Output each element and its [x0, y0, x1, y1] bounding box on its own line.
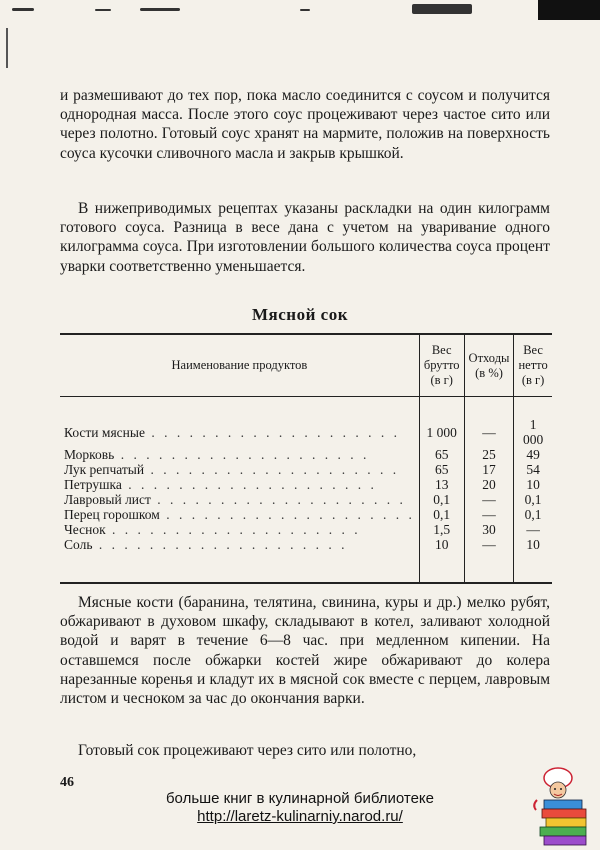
- ingredient-name-text: Лук репчатый: [64, 462, 145, 477]
- footer-library-text: больше книг в кулинарной библиотеке: [165, 790, 435, 807]
- paragraph-text: Готовый сок процеживают через сито или полотно,: [78, 742, 417, 759]
- table-row: [60, 477, 552, 492]
- chef-books-icon: [528, 760, 596, 846]
- ingredient-name-text: Лавровый лист: [64, 492, 151, 507]
- ingredient-name: [60, 522, 419, 537]
- header-weight-brutto: Вес брутто (в г): [419, 334, 464, 397]
- ingredient-name: [60, 447, 419, 462]
- page-number: 46: [60, 775, 74, 790]
- table-row: [60, 507, 552, 522]
- scan-artifact-mark: [6, 28, 8, 68]
- weight-netto: 10: [514, 537, 552, 558]
- table-row: [60, 462, 552, 477]
- leader-dots: . . . . . . . . . . . . . . . . . . . .: [150, 492, 406, 507]
- paragraph-text: Мясные кости (баранина, телятина, свинина, куры и др.) мелко рубят, обжаривают в духовом шкафу, складывают в котел, заливают холодной водой и варят в течение 6—8 час. при медленном кипении. На оставшемся после обжарки костей жире обжаривают до колера нарезанные коренья и кладут их в мясной сок вместе с перцем, лавровым листом и чесноком за час до окончания варки.: [60, 594, 550, 708]
- table-body: [60, 397, 552, 559]
- weight-brutto: 1,5: [419, 522, 464, 537]
- waste-percent: —: [464, 492, 514, 507]
- weight-netto: 0,1: [514, 492, 552, 507]
- table-row: [60, 417, 552, 447]
- waste-percent: —: [464, 507, 514, 522]
- ingredient-name: [60, 462, 419, 477]
- waste-percent: 25: [464, 447, 514, 462]
- table-footer-row: [60, 558, 552, 583]
- weight-brutto: 65: [419, 447, 464, 462]
- paragraph-method: [60, 593, 550, 708]
- weight-netto: 54: [514, 462, 552, 477]
- waste-percent: 17: [464, 462, 514, 477]
- leader-dots: . . . . . . . . . . . . . . . . . . . .: [144, 462, 400, 477]
- ingredient-name: [60, 417, 419, 447]
- table-row: [60, 492, 552, 507]
- paragraph-text: и размешивают до тех пор, пока масло соединится с соусом и получится однородная масса. После этого соус процеживают через частое сито или через полотно. Готовый соус хранят на мармите, положив на поверхность соуса кусочки сливочного масла и закрыв крышкой.: [60, 87, 550, 162]
- table-row: [60, 522, 552, 537]
- weight-netto: 10: [514, 477, 552, 492]
- leader-dots: . . . . . . . . . . . . . . . . . . . .: [159, 507, 415, 522]
- paragraph-continuation: [60, 86, 550, 163]
- weight-netto: —: [514, 522, 552, 537]
- ingredient-name-text: Соль: [64, 537, 93, 552]
- leader-dots: . . . . . . . . . . . . . . . . . . . .: [114, 447, 370, 462]
- leader-dots: . . . . . . . . . . . . . . . . . . . .: [144, 424, 400, 440]
- weight-brutto: 0,1: [419, 492, 464, 507]
- ingredient-name-text: Петрушка: [64, 477, 122, 492]
- weight-brutto: 13: [419, 477, 464, 492]
- table-spacer-row: [60, 397, 552, 418]
- ingredient-name-text: Перец горошком: [64, 507, 160, 522]
- ingredients-table: [60, 333, 552, 584]
- weight-brutto: 65: [419, 462, 464, 477]
- ingredient-name: [60, 507, 419, 522]
- scan-artifact-edge: [538, 0, 600, 20]
- ingredient-name: [60, 492, 419, 507]
- weight-netto: 49: [514, 447, 552, 462]
- footer-library-url[interactable]: http://laretz-kulinarniy.narod.ru/: [197, 808, 403, 825]
- table-row: [60, 537, 552, 558]
- ingredient-name-text: Чеснок: [64, 522, 106, 537]
- recipe-title: Мясной сок: [252, 305, 348, 324]
- header-product-name: Наименование продуктов: [171, 358, 308, 372]
- paragraph-final: [60, 741, 550, 760]
- ingredient-name-text: Кости мясные: [64, 424, 145, 440]
- ingredient-name: [60, 477, 419, 492]
- waste-percent: 20: [464, 477, 514, 492]
- leader-dots: . . . . . . . . . . . . . . . . . . . .: [92, 537, 348, 552]
- table-row: [60, 447, 552, 462]
- header-weight-netto: Вес нетто (в г): [514, 334, 552, 397]
- weight-brutto: 0,1: [419, 507, 464, 522]
- table-header-row: [60, 334, 552, 397]
- ingredient-name: [60, 537, 419, 558]
- leader-dots: . . . . . . . . . . . . . . . . . . . .: [105, 522, 361, 537]
- waste-percent: —: [464, 417, 514, 447]
- header-waste: Отходы (в %): [464, 334, 514, 397]
- waste-percent: —: [464, 537, 514, 558]
- paragraph-intro: [60, 199, 550, 276]
- weight-brutto: 1 000: [419, 417, 464, 447]
- paragraph-text: В нижеприводимых рецептах указаны раскладки на один килограмм готового соуса. Разница в весе дана с учетом на уваривание одного килограмма соуса. При изготовлении большого количества соуса процент уварки соответственно уменьшается.: [60, 200, 550, 275]
- scan-artifact-top: [0, 0, 600, 18]
- weight-brutto: 10: [419, 537, 464, 558]
- weight-netto: 0,1: [514, 507, 552, 522]
- weight-netto: 1 000: [514, 417, 552, 447]
- waste-percent: 30: [464, 522, 514, 537]
- leader-dots: . . . . . . . . . . . . . . . . . . . .: [121, 477, 377, 492]
- ingredient-name-text: Морковь: [64, 447, 115, 462]
